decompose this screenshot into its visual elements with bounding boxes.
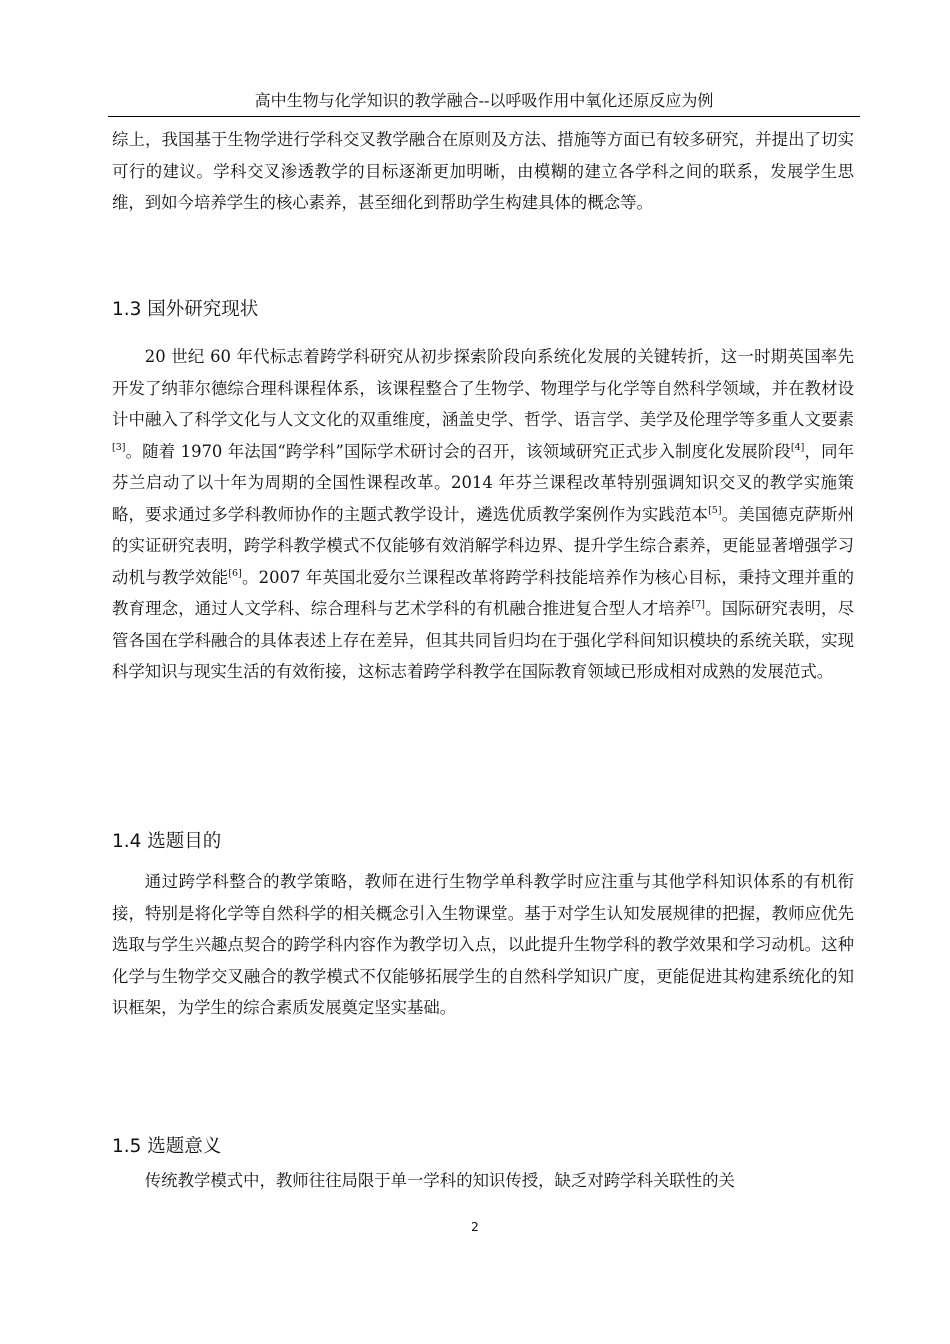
page-number: 2 [471, 1220, 479, 1234]
research-purpose-paragraph: 通过跨学科整合的教学策略，教师在进行生物学单科教学时应注重与其他学科知识体系的有机衔接，特别是将化学等自然科学的相关概念引入生物课堂。基于对学生认知发展规律的把握，教师应优先选取与学生兴趣点契合的跨学科内容作为教学切入点，以此提升生物学科的教学效果和学习动机。这种化学与生物学交叉融合的教学模式不仅能够拓展学生的自然科学知识广度，更能促进其构建系统化的知识框架，为学生的综合素质发展奠定坚实基础。 [112, 872, 854, 1017]
running-header: 高中生物与化学知识的教学融合--以呼吸作用中氧化还原反应为例 [108, 90, 860, 117]
paragraph-text: 20 世纪 60 年代标志着跨学科研究从初步探索阶段向系统化发展的关键转折，这一时期英国率先开发了纳菲尔德综合理科课程体系，该课程整合了生物学、物理学与化学等自然科学领域，并在教材设计中融入了科学文化与人文文化的双重维度，涵盖史学、哲学、语言学、美学及伦理学等多重人文要素 [112, 347, 854, 429]
citation-ref: [4] [790, 441, 805, 453]
summary-paragraph: 综上，我国基于生物学进行学科交叉教学融合在原则及方法、措施等方面已有较多研究，并提出了切实可行的建议。学科交叉渗透教学的目标逐渐更加明晰，由模糊的建立各学科之间的联系，发展学生思维，到如今培养学生的核心素养，甚至细化到帮助学生构建具体的概念等。 [112, 130, 854, 212]
paragraph-text: 。随着 1970 年法国“跨学科”国际学术研讨会的召开，该领域研究正式步入制度化发展阶段 [125, 441, 791, 461]
foreign-research-paragraph [112, 341, 854, 688]
paragraph-text: 。2007 年英国北爱尔兰课程改革将跨学科技能培养作为核心目标，秉持文理并重的教育理念，通过人文学科、综合理科与艺术学科的有机融合推进复合型人才培养 [112, 567, 855, 618]
section-heading-1-4: 1.4 选题目的 [112, 831, 222, 852]
paragraph-text: 。美国德克萨斯州的实证研究表明，跨学科教学模式不仅能够有效消解学科边界、提升学生综合素养，更能显著增强学习动机与教学效能 [112, 504, 855, 587]
citation-ref: [7] [691, 599, 705, 610]
paragraph-text: ，同年芬兰启动了以十年为周期的全国性课程改革。2014 年芬兰课程改革特别强调知识交叉的教学实施策略，要求通过多学科教师协作的主题式教学设计，遴选优质教学案例作为实践范本 [112, 441, 855, 524]
citation-ref: [3] [112, 441, 126, 453]
paragraph-text: 。国际研究表明，尽管各国在学科融合的具体表述上存在差异，但其共同旨归均在于强化学科间知识模块的系统关联，实现科学知识与现实生活的有效衔接，这标志着跨学科教学在国际教育领域已形成相对成熟的发展范式。 [112, 599, 855, 681]
citation-ref: [6] [228, 567, 242, 579]
section-heading-1-3: 1.3 国外研究现状 [112, 299, 259, 320]
research-significance-paragraph: 传统教学模式中，教师往往局限于单一学科的知识传授，缺乏对跨学科关联性的关 [144, 1171, 735, 1190]
section-heading-1-5: 1.5 选题意义 [112, 1136, 222, 1157]
citation-ref: [5] [708, 504, 722, 516]
